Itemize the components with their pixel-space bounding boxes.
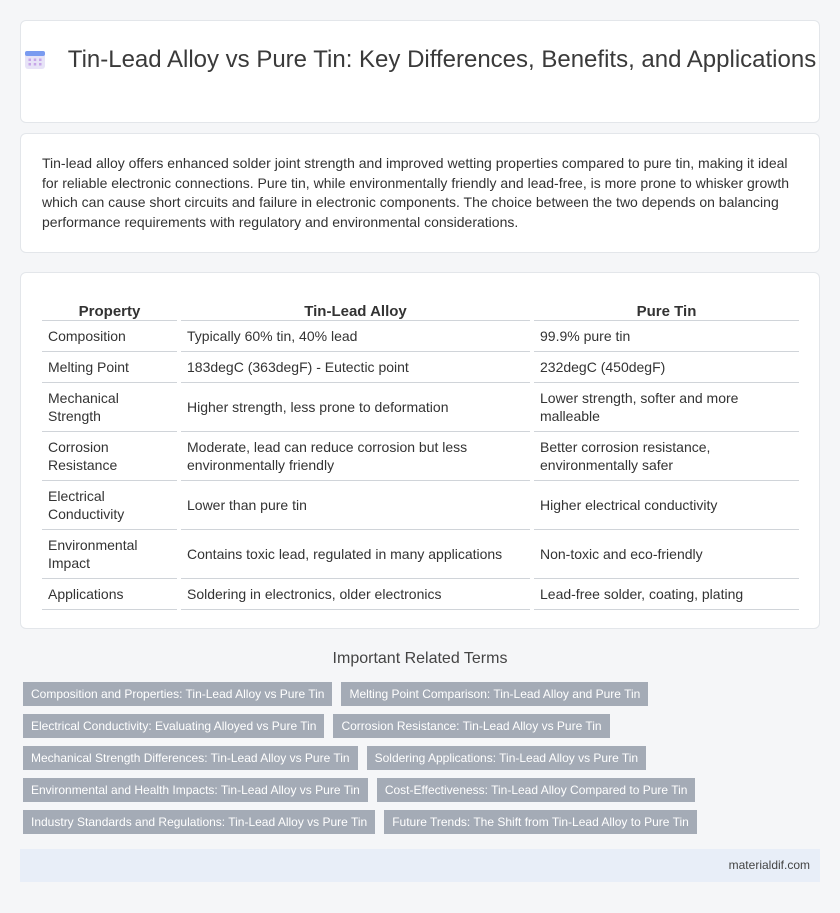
table-cell: Typically 60% tin, 40% lead [181, 321, 530, 352]
page-title-text: Tin-Lead Alloy vs Pure Tin: Key Differences, Benefits, and Applications [67, 46, 817, 73]
table-header-cell: Property [42, 295, 177, 321]
related-term-tag[interactable]: Corrosion Resistance: Tin-Lead Alloy vs Pure Tin [333, 714, 609, 738]
comparison-table [42, 295, 799, 610]
table-cell: Moderate, lead can reduce corrosion but less environmentally friendly [181, 432, 530, 481]
related-terms-title: Important Related Terms [332, 650, 508, 667]
page-title [21, 45, 819, 74]
table-cell: 232degC (450degF) [534, 352, 799, 383]
table-header-cell: Tin-Lead Alloy [181, 295, 530, 321]
table-cell: Composition [42, 321, 177, 352]
related-term-tag[interactable]: Soldering Applications: Tin-Lead Alloy vs Pure Tin [367, 746, 646, 770]
table-cell: Soldering in electronics, older electronics [181, 579, 530, 610]
table-cell: Better corrosion resistance, environmentally safer [534, 432, 799, 481]
intro-card [20, 133, 820, 253]
intro-paragraph: Tin-lead alloy offers enhanced solder joint strength and improved wetting properties compared to pure tin, making it ideal for reliable electronic connections. Pure tin, while environmentally friendly and lead-free, is more prone to whisker growth which can cause short circuits and failure in electronic components. The choice between the two depends on balancing performance requirements with regulatory and environmental considerations. [42, 155, 790, 230]
related-term-tag[interactable]: Melting Point Comparison: Tin-Lead Alloy and Pure Tin [341, 682, 648, 706]
table-cell: Higher strength, less prone to deformation [181, 383, 530, 432]
table-cell: Lead-free solder, coating, plating [534, 579, 799, 610]
table-cell: Lower strength, softer and more malleable [534, 383, 799, 432]
table-row [42, 579, 799, 610]
table-cell: Mechanical Strength [42, 383, 177, 432]
footer-site-name[interactable]: materialdif.com [728, 858, 810, 872]
table-row [42, 432, 799, 481]
calendar-icon [24, 48, 46, 70]
related-term-tag[interactable]: Cost-Effectiveness: Tin-Lead Alloy Compared to Pure Tin [377, 778, 696, 802]
table-cell: Environmental Impact [42, 530, 177, 579]
table-row [42, 530, 799, 579]
related-term-tag[interactable]: Environmental and Health Impacts: Tin-Lead Alloy vs Pure Tin [23, 778, 368, 802]
table-cell: 99.9% pure tin [534, 321, 799, 352]
header-card [20, 20, 820, 123]
table-cell: Contains toxic lead, regulated in many applications [181, 530, 530, 579]
table-row [42, 352, 799, 383]
related-term-tag[interactable]: Mechanical Strength Differences: Tin-Lead Alloy vs Pure Tin [23, 746, 358, 770]
related-term-tag[interactable]: Industry Standards and Regulations: Tin-Lead Alloy vs Pure Tin [23, 810, 375, 834]
related-term-tag[interactable]: Future Trends: The Shift from Tin-Lead Alloy to Pure Tin [384, 810, 697, 834]
related-term-tag[interactable]: Electrical Conductivity: Evaluating Alloyed vs Pure Tin [23, 714, 324, 738]
table-row [42, 321, 799, 352]
table-cell: Non-toxic and eco-friendly [534, 530, 799, 579]
table-header-cell: Pure Tin [534, 295, 799, 321]
related-term-tag[interactable]: Composition and Properties: Tin-Lead Alloy vs Pure Tin [23, 682, 332, 706]
table-cell: Lower than pure tin [181, 481, 530, 530]
table-cell: Melting Point [42, 352, 177, 383]
table-cell: Higher electrical conductivity [534, 481, 799, 530]
table-header-row [42, 295, 799, 321]
related-terms-list [23, 682, 823, 842]
table-row [42, 481, 799, 530]
footer [20, 849, 820, 882]
table-cell: 183degC (363degF) - Eutectic point [181, 352, 530, 383]
comparison-card [20, 272, 820, 629]
table-row [42, 383, 799, 432]
table-cell: Electrical Conductivity [42, 481, 177, 530]
table-cell: Applications [42, 579, 177, 610]
table-cell: Corrosion Resistance [42, 432, 177, 481]
